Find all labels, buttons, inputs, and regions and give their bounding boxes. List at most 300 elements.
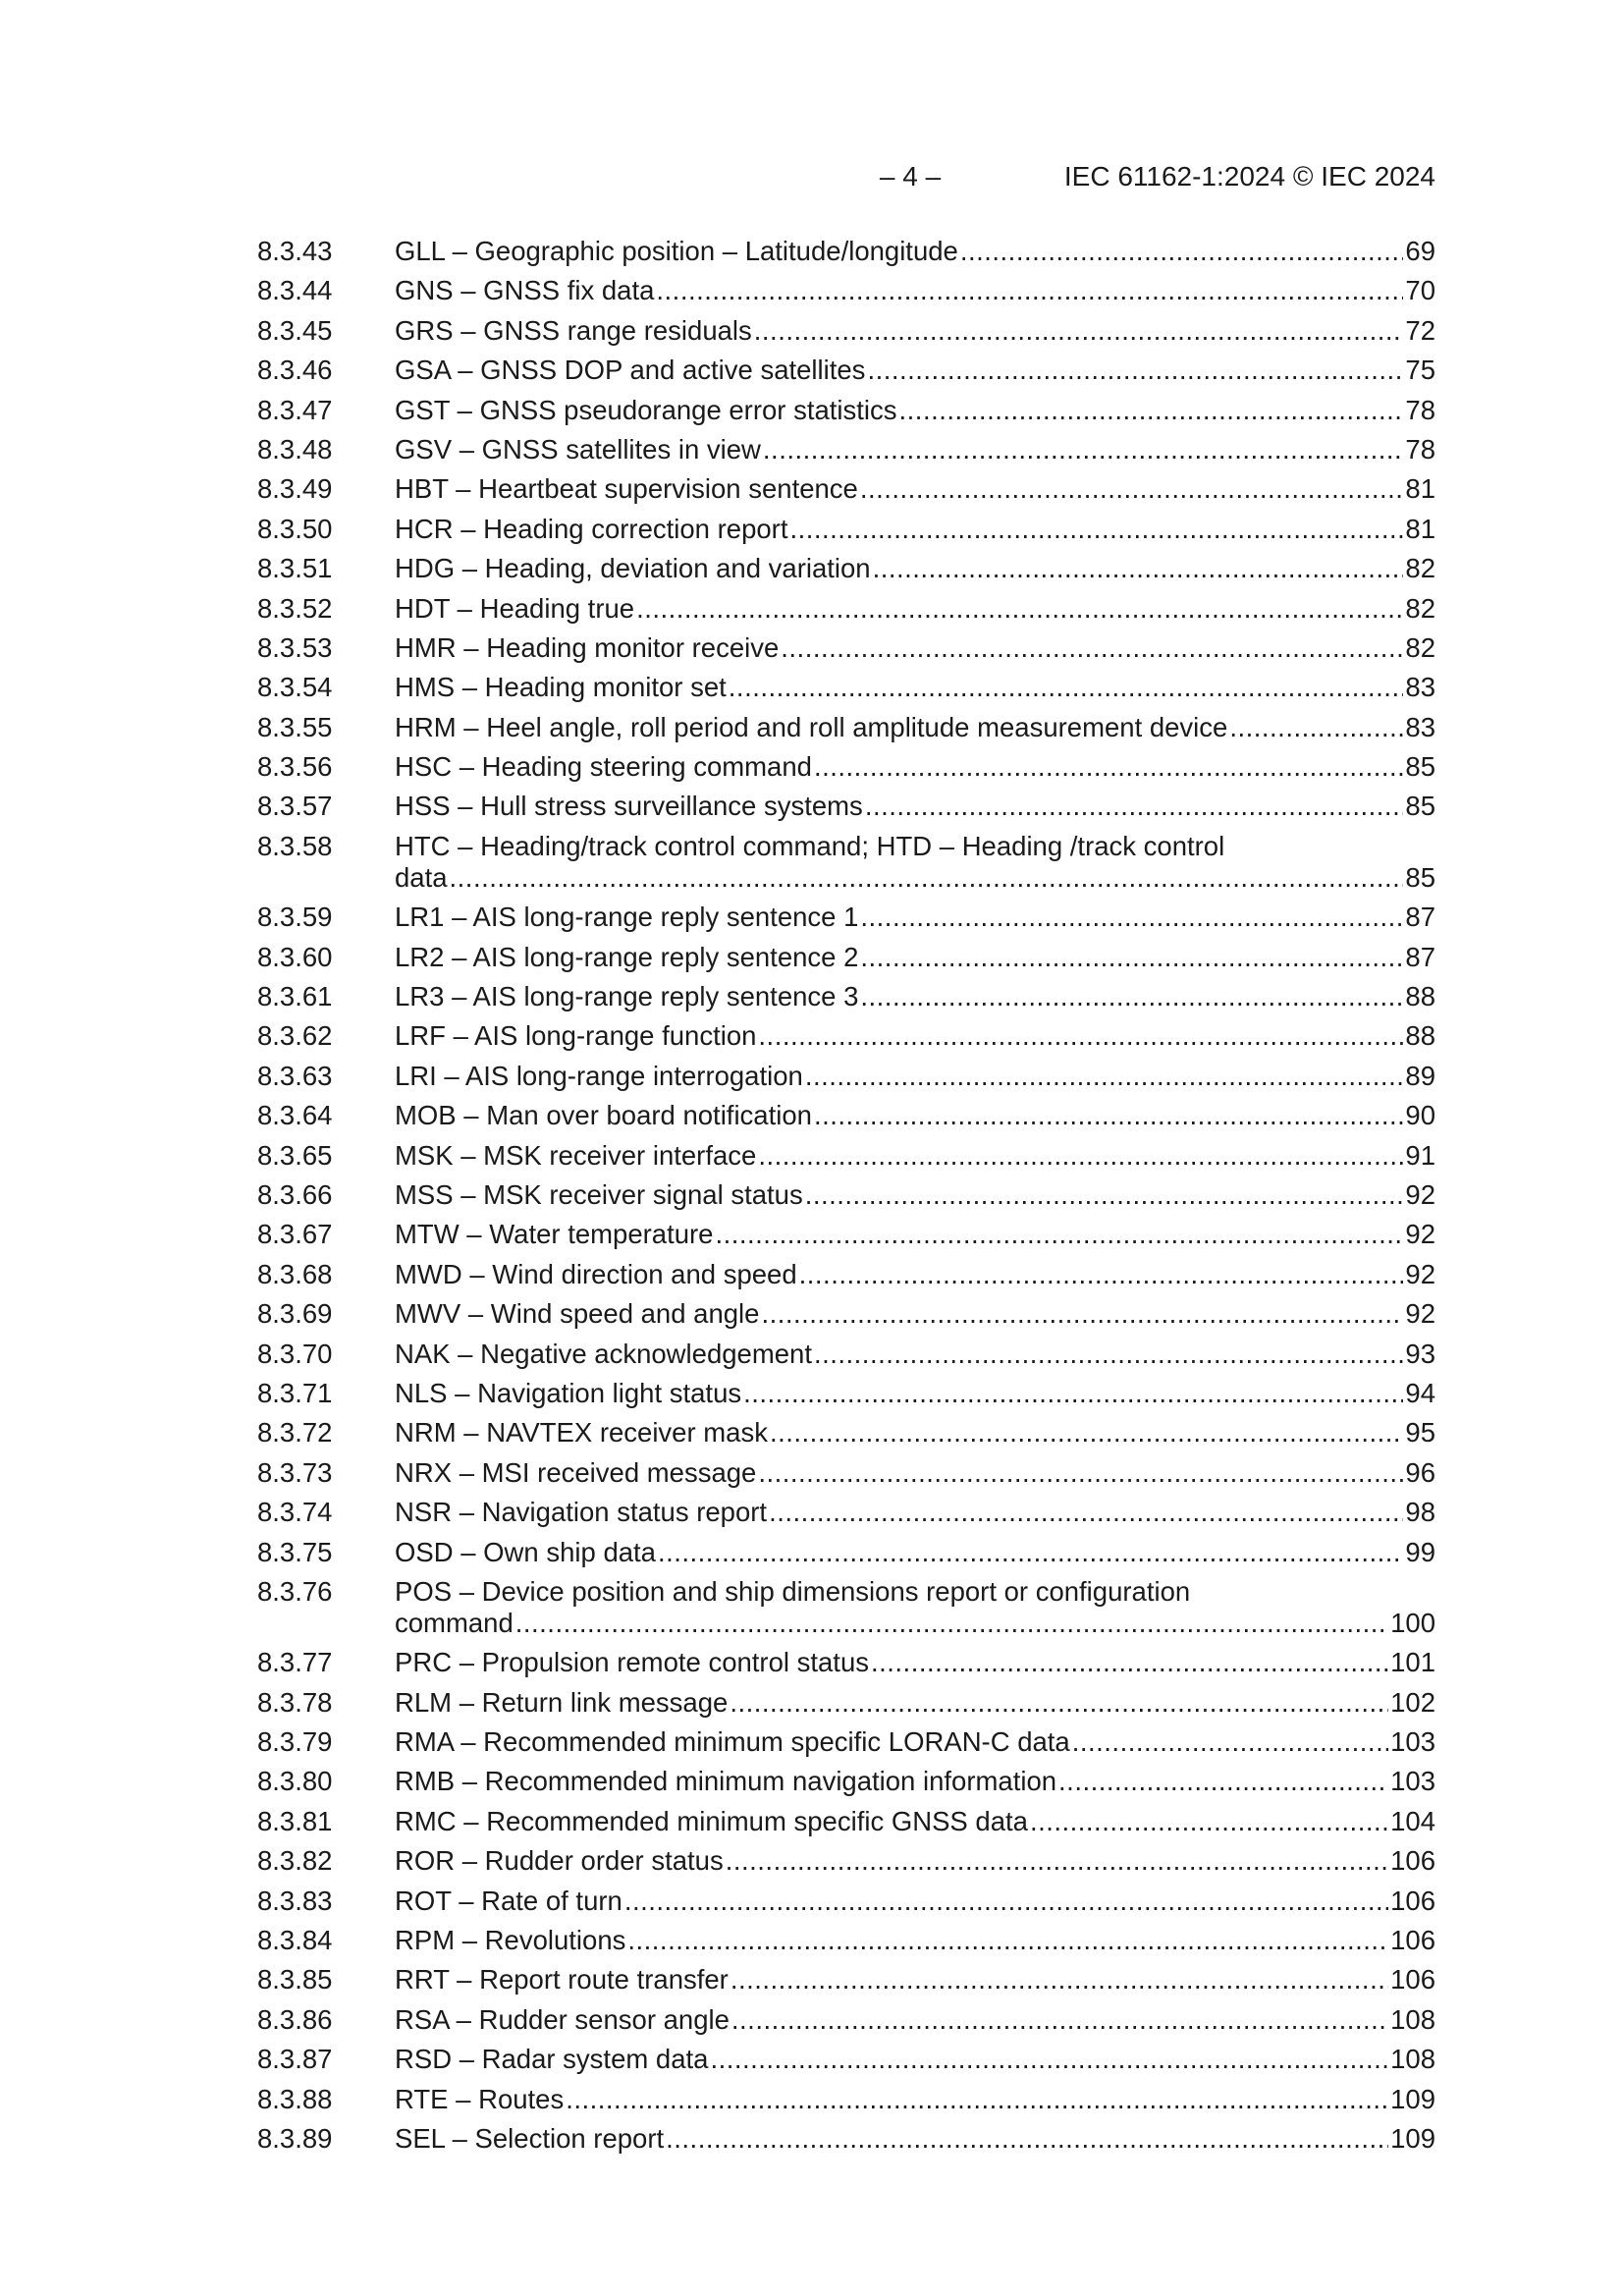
toc-entry-page-number: 106: [1390, 1885, 1435, 1916]
toc-dot-leader: [730, 1964, 1388, 1995]
toc-entry-body: [395, 236, 1435, 267]
toc-entry-line: [395, 1417, 1435, 1449]
toc-entry-body: [395, 275, 1435, 306]
toc-entry-number: 8.3.43: [257, 236, 333, 266]
toc-entry-line: [395, 1766, 1435, 1797]
toc-entry-body: [395, 1179, 1435, 1211]
toc-entry-number: 8.3.48: [257, 433, 333, 465]
toc-entry-number: 8.3.62: [257, 1020, 333, 1052]
toc-entry-number: 8.3.56: [257, 751, 333, 783]
toc-entry[interactable]: [257, 1647, 1435, 1678]
toc-dot-leader: [873, 553, 1404, 584]
toc-entry[interactable]: [257, 902, 1435, 933]
toc-dot-leader: [805, 1061, 1404, 1092]
toc-entry-body: [395, 395, 1435, 426]
toc-entry[interactable]: [257, 1806, 1435, 1837]
toc-entry[interactable]: [257, 236, 1435, 267]
toc-entry-body: [395, 2084, 1435, 2115]
toc-dot-leader: [865, 791, 1404, 822]
toc-entry[interactable]: [257, 1298, 1435, 1330]
toc-entry-line: [395, 1687, 1435, 1719]
toc-entry-number: 8.3.63: [257, 1060, 333, 1091]
toc-entry-body: [395, 1766, 1435, 1797]
toc-entry[interactable]: [257, 1845, 1435, 1877]
toc-entry-body: [395, 1298, 1435, 1330]
toc-entry-title: SEL – Selection report: [395, 2122, 665, 2154]
toc-entry-line: [395, 712, 1435, 743]
toc-entry[interactable]: [257, 632, 1435, 664]
toc-entry-body: [395, 473, 1435, 505]
toc-entry[interactable]: [257, 315, 1435, 347]
toc-entry-title: LRI – AIS long-range interrogation: [395, 1060, 803, 1091]
toc-entry[interactable]: [257, 473, 1435, 505]
toc-dot-leader: [743, 1378, 1403, 1409]
toc-entry-page-number: 78: [1405, 433, 1435, 465]
toc-entry-body: [395, 751, 1435, 783]
toc-entry-body: [395, 1457, 1435, 1489]
toc-entry-body: [395, 981, 1435, 1012]
toc-entry-line: [395, 902, 1435, 933]
toc-entry-line: [395, 632, 1435, 664]
toc-dot-leader: [731, 2004, 1388, 2036]
toc-entry-line: [395, 2004, 1435, 2036]
toc-entry-line: [395, 1537, 1435, 1568]
toc-entry-title: HCR – Heading correction report: [395, 513, 788, 544]
toc-entry[interactable]: [257, 514, 1435, 545]
toc-dot-leader: [710, 2044, 1388, 2075]
toc-entry-title: RPM – Revolutions: [395, 1925, 626, 1956]
toc-entry-number: 8.3.58: [257, 830, 333, 861]
toc-entry[interactable]: [257, 1964, 1435, 1995]
toc-entry-number: 8.3.51: [257, 553, 333, 584]
toc-entry[interactable]: [257, 2044, 1435, 2075]
toc-entry-body: [395, 514, 1435, 545]
toc-dot-leader: [666, 2123, 1388, 2155]
toc-entry-number: 8.3.64: [257, 1100, 333, 1131]
toc-entry-body: [395, 1964, 1435, 1995]
toc-entry[interactable]: [257, 1061, 1435, 1092]
toc-entry-body: [395, 2004, 1435, 2036]
toc-entry-title: NLS – Navigation light status: [395, 1377, 742, 1408]
toc-entry-page-number: 88: [1405, 1020, 1435, 1052]
toc-entry-title: HSS – Hull stress surveillance systems: [395, 791, 863, 822]
toc-entry[interactable]: [257, 1766, 1435, 1797]
toc-entry-page-number: 103: [1390, 1726, 1435, 1758]
toc-entry-page-number: 89: [1405, 1060, 1435, 1091]
toc-entry-number: 8.3.81: [257, 1805, 333, 1836]
toc-entry-line: [395, 1845, 1435, 1877]
toc-entry-title: LR1 – AIS long-range reply sentence 1: [395, 902, 859, 933]
toc-entry-page-number: 75: [1405, 355, 1435, 386]
toc-entry[interactable]: [257, 1457, 1435, 1489]
toc-dot-leader: [1030, 1806, 1388, 1837]
toc-dot-leader: [814, 1100, 1403, 1131]
toc-entry-title: NAK – Negative acknowledgement: [395, 1338, 812, 1369]
toc-entry-body: [395, 1806, 1435, 1837]
toc-entry-title: RSA – Rudder sensor angle: [395, 2003, 730, 2035]
toc-entry[interactable]: [257, 1886, 1435, 1917]
toc-dot-leader: [758, 1020, 1403, 1052]
toc-entry-body: [395, 942, 1435, 973]
toc-entry-page-number: 92: [1405, 1178, 1435, 1210]
toc-entry-title: ROT – Rate of turn: [395, 1885, 622, 1916]
toc-entry-page-number: 103: [1390, 1766, 1435, 1797]
toc-entry-number: 8.3.67: [257, 1219, 333, 1250]
toc-entry-number: 8.3.82: [257, 1845, 333, 1877]
toc-dot-leader: [515, 1608, 1388, 1639]
toc-entry-page-number: 106: [1390, 1964, 1435, 1995]
toc-entry-body: [395, 2123, 1435, 2155]
toc-entry-title-line1: POS – Device position and ship dimensions report or configuration: [395, 1575, 1191, 1607]
toc-entry-page-number: 96: [1405, 1456, 1435, 1488]
toc-dot-leader: [656, 275, 1403, 306]
toc-entry[interactable]: [257, 434, 1435, 465]
toc-entry-line: [395, 791, 1435, 822]
toc-entry-title: MWV – Wind speed and angle: [395, 1298, 760, 1330]
toc-entry-title: HMS – Heading monitor set: [395, 672, 727, 703]
toc-entry[interactable]: [257, 1497, 1435, 1528]
toc-entry-page-number: 70: [1405, 275, 1435, 306]
toc-entry-page-number: 87: [1405, 902, 1435, 933]
toc-entry-title: data: [395, 861, 448, 893]
toc-entry-number: 8.3.72: [257, 1417, 333, 1449]
toc-dot-leader: [754, 315, 1404, 347]
toc-entry-line: [395, 1378, 1435, 1409]
toc-entry-page-number: 82: [1405, 553, 1435, 584]
toc-entry-title: RMC – Recommended minimum specific GNSS data: [395, 1805, 1028, 1836]
toc-entry[interactable]: [257, 672, 1435, 703]
toc-entry-page-number: 85: [1405, 791, 1435, 822]
toc-dot-leader: [624, 1886, 1388, 1917]
toc-entry-body: [395, 355, 1435, 386]
toc-entry[interactable]: [257, 553, 1435, 584]
page-header: [257, 157, 1435, 196]
toc-entry-page-number: 83: [1405, 711, 1435, 742]
toc-entry-title: PRC – Propulsion remote control status: [395, 1647, 869, 1678]
toc-entry-line: [395, 473, 1435, 505]
toc-entry-title: NSR – Navigation status report: [395, 1497, 768, 1528]
toc-entry-body: [395, 1140, 1435, 1172]
toc-entry-line: [395, 2084, 1435, 2115]
toc-entry[interactable]: [257, 593, 1435, 625]
toc-entry-line: [395, 593, 1435, 625]
toc-entry[interactable]: [257, 1339, 1435, 1370]
toc-entry-title: RMB – Recommended minimum navigation information: [395, 1766, 1057, 1797]
toc-entry-page-number: 82: [1405, 592, 1435, 624]
toc-entry-body: [395, 1537, 1435, 1568]
toc-entry[interactable]: [257, 1140, 1435, 1172]
toc-entry-body: [395, 1497, 1435, 1528]
toc-dot-leader: [860, 473, 1404, 505]
toc-entry[interactable]: [257, 1100, 1435, 1131]
toc-entry-number: 8.3.86: [257, 2003, 333, 2035]
toc-entry-number: 8.3.60: [257, 941, 333, 972]
toc-dot-leader: [781, 632, 1403, 664]
toc-dot-leader: [450, 862, 1404, 894]
toc-entry-line: [395, 1457, 1435, 1489]
toc-entry-line: [395, 1925, 1435, 1956]
toc-entry-line: [395, 315, 1435, 347]
toc-entry[interactable]: [257, 791, 1435, 822]
toc-entry-page-number: 102: [1390, 1686, 1435, 1718]
toc-dot-leader: [726, 1845, 1388, 1877]
toc-entry-line: [395, 1061, 1435, 1092]
toc-entry-body: [395, 593, 1435, 625]
toc-entry-page-number: 109: [1390, 2083, 1435, 2114]
toc-entry-line: [395, 395, 1435, 426]
toc-entry-title: MSS – MSK receiver signal status: [395, 1178, 803, 1210]
toc-entry-line: [395, 2044, 1435, 2075]
toc-entry-page-number: 83: [1405, 672, 1435, 703]
toc-entry-line: [395, 1806, 1435, 1837]
toc-entry-body: [395, 672, 1435, 703]
toc-entry[interactable]: [257, 1687, 1435, 1719]
toc-entry-number: 8.3.79: [257, 1726, 333, 1758]
toc-entry-title: GSV – GNSS satellites in view: [395, 433, 761, 465]
toc-entry-page-number: 106: [1390, 1925, 1435, 1956]
toc-entry-number: 8.3.85: [257, 1964, 333, 1995]
toc-entry-page-number: 91: [1405, 1139, 1435, 1171]
toc-entry-number: 8.3.77: [257, 1647, 333, 1678]
toc-dot-leader: [1058, 1766, 1388, 1797]
toc-entry-body: [395, 712, 1435, 743]
toc-entry[interactable]: [257, 1259, 1435, 1290]
toc-entry-page-number: 90: [1405, 1100, 1435, 1131]
toc-entry-title: HMR – Heading monitor receive: [395, 631, 780, 663]
toc-dot-leader: [860, 981, 1403, 1012]
toc-entry-body: [395, 1925, 1435, 1956]
toc-entry-body: [395, 1647, 1435, 1678]
toc-entry-page-number: 106: [1390, 1845, 1435, 1877]
toc-dot-leader: [769, 1497, 1403, 1528]
toc-dot-leader: [805, 1179, 1404, 1211]
toc-entry[interactable]: [257, 1726, 1435, 1758]
toc-entry-number: 8.3.68: [257, 1258, 333, 1289]
toc-entry[interactable]: [257, 1576, 1435, 1639]
toc-entry-title: command: [395, 1607, 514, 1638]
toc-entry-page-number: 72: [1405, 314, 1435, 346]
toc-entry-line: [395, 1886, 1435, 1917]
toc-entry-page-number: 100: [1390, 1607, 1435, 1638]
toc-entry-number: 8.3.76: [257, 1575, 333, 1607]
toc-entry-line: [395, 672, 1435, 703]
toc-entry-number: 8.3.71: [257, 1377, 333, 1408]
toc-entry-number: 8.3.54: [257, 672, 333, 703]
toc-dot-leader: [867, 355, 1403, 386]
toc-entry[interactable]: [257, 2004, 1435, 2036]
toc-dot-leader: [799, 1259, 1404, 1290]
toc-entry-number: 8.3.46: [257, 355, 333, 386]
toc-entry-line: [395, 1339, 1435, 1370]
toc-dot-leader: [789, 514, 1403, 545]
toc-entry-body: [395, 315, 1435, 347]
toc-entry-number: 8.3.88: [257, 2083, 333, 2114]
toc-entry[interactable]: [257, 1417, 1435, 1449]
toc-entry-title: LR2 – AIS long-range reply sentence 2: [395, 941, 859, 972]
toc-dot-leader: [899, 395, 1404, 426]
toc-entry-number: 8.3.89: [257, 2122, 333, 2154]
toc-entry-number: 8.3.84: [257, 1925, 333, 1956]
toc-entry-title-line1: HTC – Heading/track control command; HTD – Heading /track control: [395, 830, 1225, 861]
toc-entry-number: 8.3.75: [257, 1536, 333, 1567]
toc-dot-leader: [761, 1298, 1403, 1330]
toc-dot-leader: [730, 1687, 1388, 1719]
toc-entry[interactable]: [257, 942, 1435, 973]
toc-entry-page-number: 69: [1405, 236, 1435, 266]
toc-entry-title: ROR – Rudder order status: [395, 1845, 724, 1877]
toc-entry-body: [395, 1845, 1435, 1877]
toc-entry-title: OSD – Own ship data: [395, 1536, 656, 1567]
toc-dot-leader: [860, 902, 1403, 933]
toc-entry-line: [395, 1259, 1435, 1290]
toc-entry-title: HDT – Heading true: [395, 592, 635, 624]
toc-entry-page-number: 93: [1405, 1338, 1435, 1369]
toc-dot-leader: [814, 1339, 1403, 1370]
toc-entry-number: 8.3.44: [257, 275, 333, 306]
toc-entry-page-number: 108: [1390, 2044, 1435, 2075]
toc-entry-number: 8.3.83: [257, 1885, 333, 1916]
toc-entry-body: [395, 1339, 1435, 1370]
toc-entry[interactable]: [257, 1020, 1435, 1052]
toc-entry-line: [395, 2123, 1435, 2155]
toc-dot-leader: [715, 1219, 1403, 1250]
toc-entry-title: RSD – Radar system data: [395, 2044, 709, 2075]
toc-entry-title: HBT – Heartbeat supervision sentence: [395, 473, 858, 505]
toc-dot-leader: [763, 434, 1403, 465]
toc-entry-body: [395, 1061, 1435, 1092]
toc-entry-number: 8.3.57: [257, 791, 333, 822]
toc-entry-line: [395, 275, 1435, 306]
toc-entry-body: [395, 553, 1435, 584]
toc-entry[interactable]: [257, 2123, 1435, 2155]
toc-entry-body: [395, 1417, 1435, 1449]
toc-entry-body: [395, 1886, 1435, 1917]
toc-entry-line: [395, 1140, 1435, 1172]
toc-entry-title: GNS – GNSS fix data: [395, 275, 655, 306]
toc-dot-leader: [860, 942, 1403, 973]
toc-entry[interactable]: [257, 1925, 1435, 1956]
toc-entry[interactable]: [257, 831, 1435, 894]
toc-entry-line: [395, 1020, 1435, 1052]
toc-entry-number: 8.3.61: [257, 981, 333, 1012]
toc-entry-title: GLL – Geographic position – Latitude/longitude: [395, 236, 958, 266]
toc-entry-title: MSK – MSK receiver interface: [395, 1139, 757, 1171]
toc-dot-leader: [1072, 1726, 1388, 1758]
toc-entry-page-number: 82: [1405, 631, 1435, 663]
toc-entry-number: 8.3.47: [257, 394, 333, 425]
toc-dot-leader: [960, 236, 1404, 267]
toc-entry[interactable]: [257, 1537, 1435, 1568]
toc-entry-title: HDG – Heading, deviation and variation: [395, 553, 871, 584]
toc-dot-leader: [758, 1140, 1403, 1172]
toc-entry-number: 8.3.45: [257, 314, 333, 346]
toc-entry[interactable]: [257, 355, 1435, 386]
toc-entry-line: [395, 1497, 1435, 1528]
toc-entry-line: [395, 1608, 1435, 1639]
toc-entry-page-number: 109: [1390, 2122, 1435, 2154]
page-number: – 4 –: [879, 161, 942, 191]
toc-entry[interactable]: [257, 1179, 1435, 1211]
toc-entry-number: 8.3.78: [257, 1686, 333, 1718]
toc-entry-page-number: 78: [1405, 394, 1435, 425]
toc-entry-line: [395, 1298, 1435, 1330]
toc-entry-number: 8.3.52: [257, 592, 333, 624]
toc-entry[interactable]: [257, 1378, 1435, 1409]
toc-entry[interactable]: [257, 712, 1435, 743]
toc-entry-page-number: 101: [1390, 1647, 1435, 1678]
toc-entry-body: [395, 1100, 1435, 1131]
toc-entry-title: LR3 – AIS long-range reply sentence 3: [395, 981, 859, 1012]
toc-entry-body: [395, 902, 1435, 933]
toc-entry[interactable]: [257, 275, 1435, 306]
toc-entry-page-number: 87: [1405, 941, 1435, 972]
toc-entry-number: 8.3.80: [257, 1766, 333, 1797]
toc-entry-page-number: 99: [1405, 1536, 1435, 1567]
toc-entry-title: RMA – Recommended minimum specific LORAN-C data: [395, 1726, 1070, 1758]
toc-entry-number: 8.3.55: [257, 711, 333, 742]
toc-dot-leader: [658, 1537, 1403, 1568]
toc-entry-number: 8.3.53: [257, 631, 333, 663]
toc-entry-page-number: 92: [1405, 1258, 1435, 1289]
toc-entry-title: LRF – AIS long-range function: [395, 1020, 757, 1052]
toc-entry-title: MTW – Water temperature: [395, 1219, 714, 1250]
toc-entry-body: [395, 632, 1435, 664]
toc-entry-body: [395, 1726, 1435, 1758]
toc-entry-line: [395, 942, 1435, 973]
toc-entry-line: [395, 1100, 1435, 1131]
toc-entry-line: [395, 355, 1435, 386]
toc-entry[interactable]: [257, 981, 1435, 1012]
toc-entry-page-number: 85: [1405, 861, 1435, 893]
toc-entry-number: 8.3.87: [257, 2044, 333, 2075]
toc-entry-body: [395, 791, 1435, 822]
toc-entry-page-number: 104: [1390, 1805, 1435, 1836]
toc-entry-title: GSA – GNSS DOP and active satellites: [395, 355, 866, 386]
toc-entry-page-number: 94: [1405, 1377, 1435, 1408]
toc-entry-number: 8.3.49: [257, 473, 333, 505]
toc-entry-line: [395, 1219, 1435, 1250]
toc-entry-body: [395, 1219, 1435, 1250]
toc-entry-line: [395, 751, 1435, 783]
toc-entry-line: [395, 1964, 1435, 1995]
toc-entry-body: [395, 1259, 1435, 1290]
toc-dot-leader: [814, 751, 1403, 783]
toc-entry-page-number: 92: [1405, 1219, 1435, 1250]
toc-entry-title: NRX – MSI received message: [395, 1456, 757, 1488]
toc-entry[interactable]: [257, 1219, 1435, 1250]
toc-entry-body: [395, 1020, 1435, 1052]
toc-dot-leader: [871, 1647, 1388, 1678]
table-of-contents: [257, 236, 1435, 2162]
toc-entry-body: [395, 434, 1435, 465]
toc-entry-page-number: 81: [1405, 513, 1435, 544]
toc-entry[interactable]: [257, 2084, 1435, 2115]
toc-entry-number: 8.3.70: [257, 1338, 333, 1369]
document-reference: IEC 61162-1:2024 © IEC 2024: [1063, 161, 1435, 191]
toc-entry-line: [395, 236, 1435, 267]
toc-entry-page-number: 88: [1405, 981, 1435, 1012]
toc-entry-title: MOB – Man over board notification: [395, 1100, 812, 1131]
toc-entry-line: [395, 1726, 1435, 1758]
toc-entry[interactable]: [257, 751, 1435, 783]
toc-entry-body: [395, 1687, 1435, 1719]
toc-entry-page-number: 95: [1405, 1417, 1435, 1449]
toc-entry-page-number: 81: [1405, 473, 1435, 505]
toc-entry[interactable]: [257, 395, 1435, 426]
toc-entry-body: [395, 2044, 1435, 2075]
toc-entry-title: HSC – Heading steering command: [395, 751, 812, 783]
toc-entry-page-number: 92: [1405, 1298, 1435, 1330]
